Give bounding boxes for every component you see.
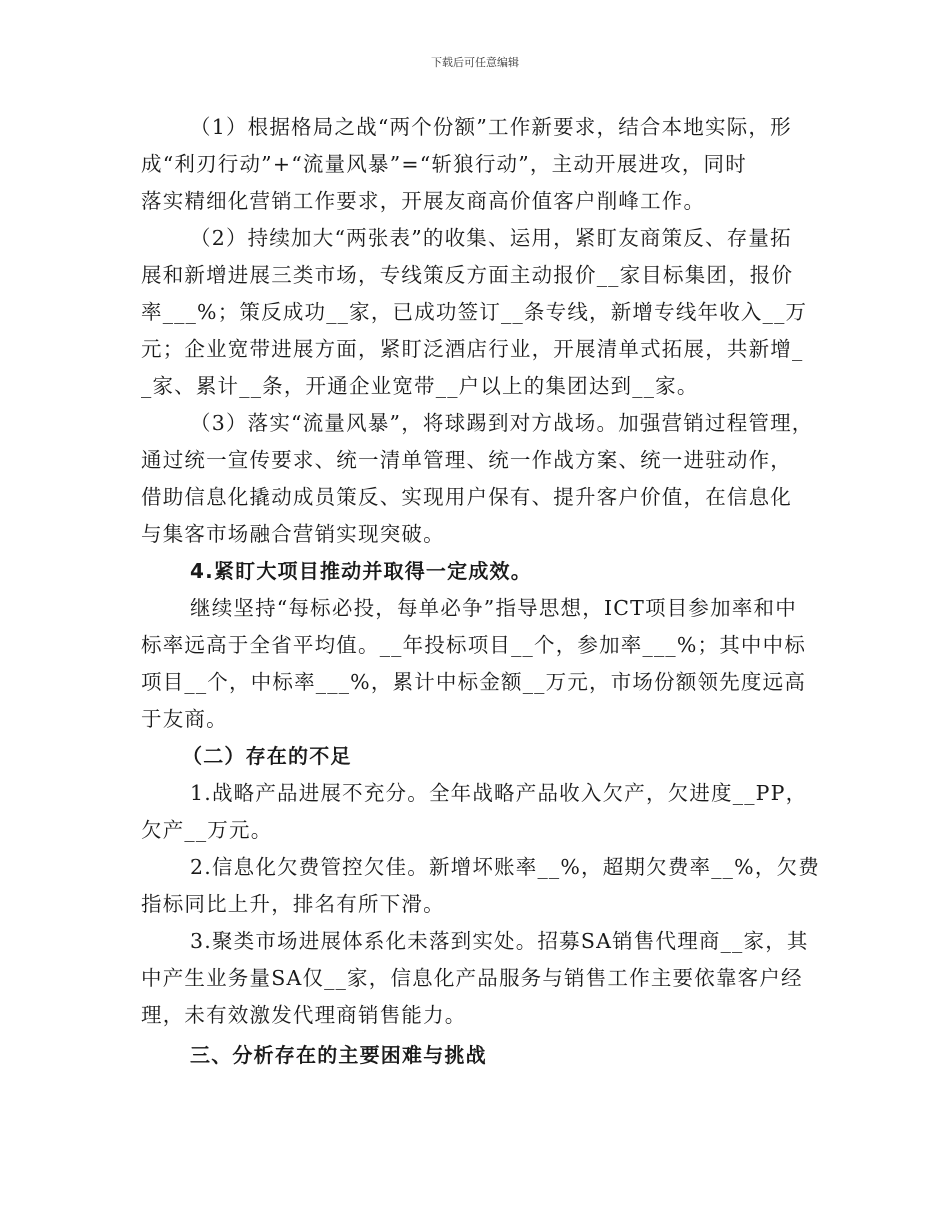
- paragraph-6-line-1: 2.信息化欠费管控欠佳。新增坏账率__%，超期欠费率__%，欠费: [190, 855, 820, 879]
- paragraph-2-line-2: 展和新增进展三类市场，专线策反方面主动报价__家目标集团，报价: [141, 263, 794, 287]
- paragraph-3-line-2: 通过统一宣传要求、统一清单管理、统一作战方案、统一进驻动作，: [141, 448, 792, 472]
- paragraph-4-line-2: 标率远高于全省平均值。__年投标项目__个，参加率___%；其中中标: [141, 633, 807, 657]
- paragraph-1-line-3: 落实精细化营销工作要求，开展友商高价值客户削峰工作。: [141, 189, 706, 213]
- paragraph-2-line-4: 元；企业宽带进展方面，紧盯泛酒店行业，开展清单式拓展，共新增_: [141, 337, 804, 361]
- paragraph-3-line-4: 与集客市场融合营销实现突破。: [141, 522, 445, 546]
- paragraph-6-line-2: 指标同比上升，排名有所下滑。: [141, 892, 445, 916]
- paragraph-5-line-2: 欠产__万元。: [141, 818, 273, 842]
- paragraph-2-line-5: _家、累计__条，开通企业宽带__户以上的集团达到__家。: [141, 374, 699, 398]
- paragraph-5-line-1: 1.战略产品进展不充分。全年战略产品收入欠产，欠进度__PP，: [190, 781, 808, 805]
- paragraph-2-line-1: （2）持续加大“两张表”的收集、运用，紧盯友商策反、存量拓: [190, 226, 792, 250]
- paragraph-1-line-2: 成“利刃行动”+“流量风暴”=“斩狼行动”，主动开展进攻，同时: [141, 152, 747, 176]
- paragraph-7-line-3: 理，未有效激发代理商销售能力。: [141, 1003, 467, 1027]
- paragraph-4-line-3: 项目__个，中标率___%，累计中标金额__万元，市场份额领先度远高: [141, 670, 807, 694]
- paragraph-4-line-4: 于友商。: [141, 707, 228, 731]
- paragraph-7-line-2: 中产生业务量SA仅__家，信息化产品服务与销售工作主要依靠客户经: [141, 966, 803, 990]
- paragraph-1-line-1: （1）根据格局之战“两个份额”工作新要求，结合本地实际，形: [190, 115, 792, 139]
- section-heading-3: 三、分析存在的主要困难与挑战: [190, 1043, 487, 1067]
- paragraph-4-line-1: 继续坚持“每标必投，每单必争”指导思想，ICT项目参加率和中: [190, 596, 797, 620]
- section-heading-shortcomings: （二）存在的不足: [182, 744, 352, 768]
- paragraph-3-line-3: 借助信息化撬动成员策反、实现用户保有、提升客户价值，在信息化: [141, 485, 792, 509]
- section-heading-4: 4.紧盯大项目推动并取得一定成效。: [190, 559, 532, 583]
- page-header: 下载后可任意编辑: [431, 56, 519, 69]
- paragraph-3-line-1: （3）落实“流量风暴”，将球踢到对方战场。加强营销过程管理，: [190, 411, 814, 435]
- paragraph-7-line-1: 3.聚类市场进展体系化未落到实处。招募SA销售代理商__家，其: [190, 929, 809, 953]
- paragraph-2-line-3: 率___%；策反成功__家，已成功签订__条专线，新增专线年收入__万: [141, 300, 808, 324]
